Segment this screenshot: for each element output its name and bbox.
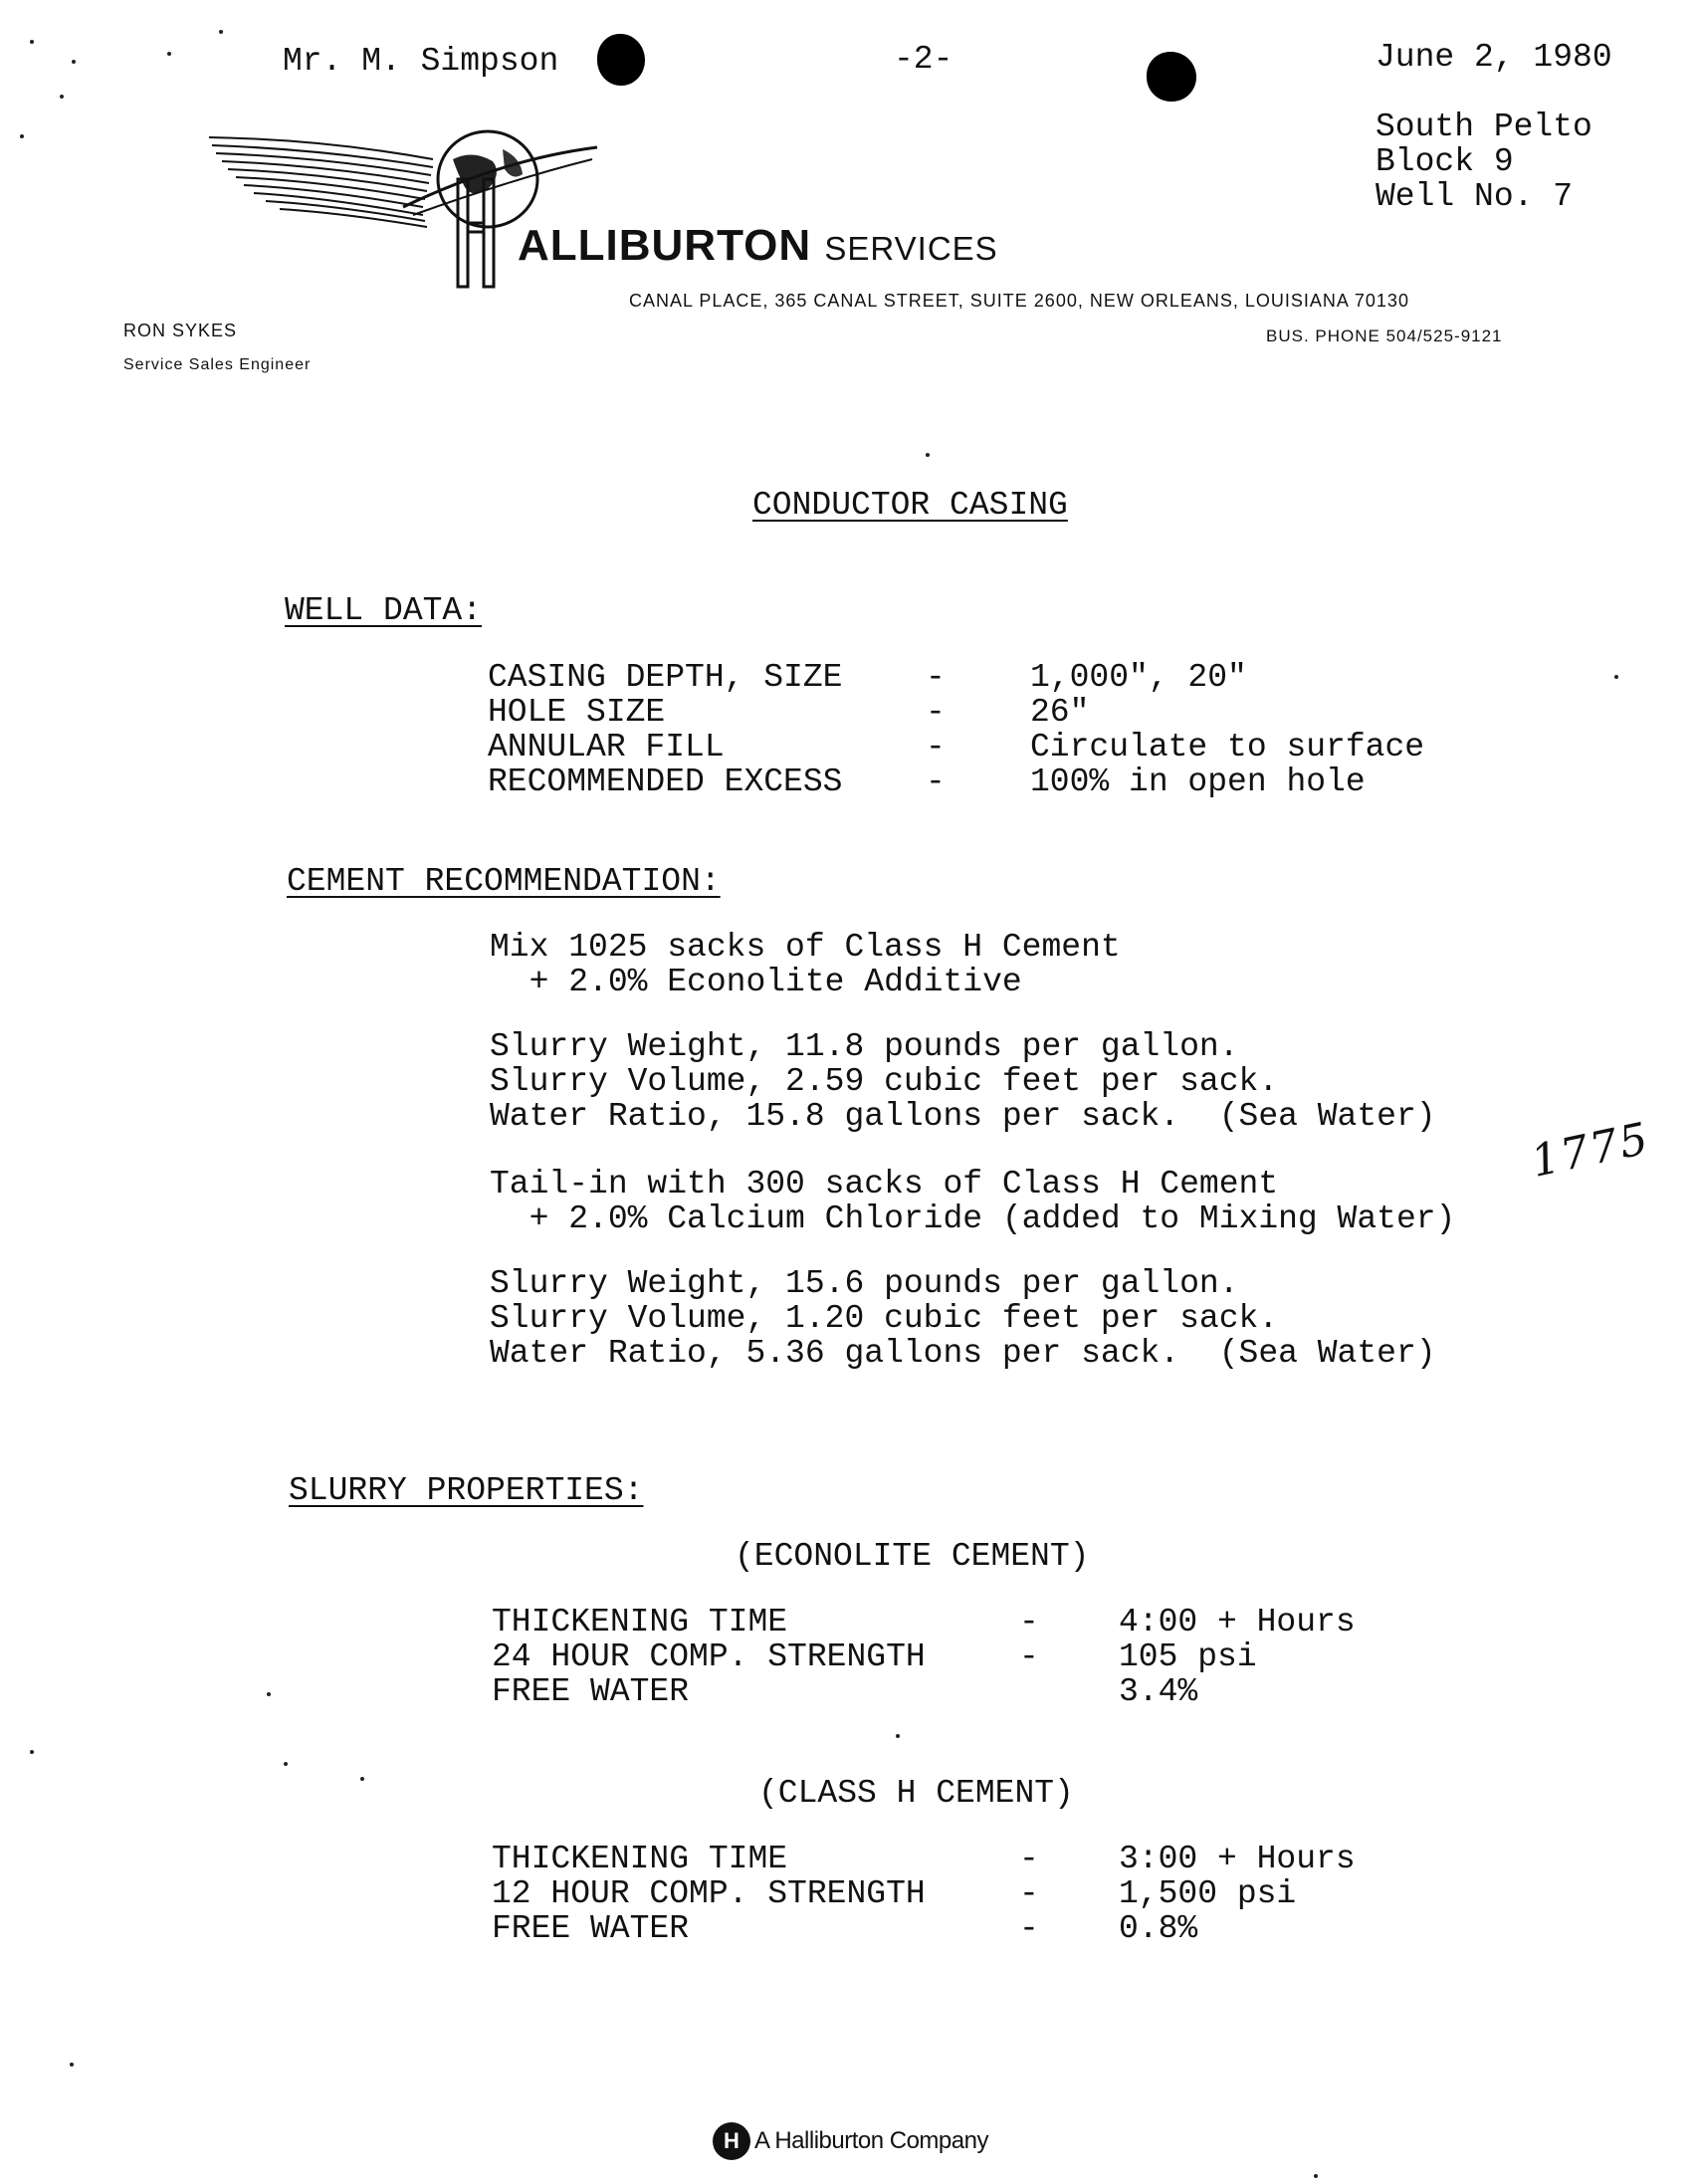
row-dash: - [1019,1841,1039,1877]
econolite-subheading: (ECONOLITE CEMENT) [735,1538,1090,1575]
row-label: THICKENING TIME [492,1841,788,1877]
text-line: Slurry Volume, 2.59 cubic feet per sack. [490,1063,1279,1100]
row-dash: - [926,729,946,765]
handwritten-note: 1775 [1527,1113,1654,1188]
row-label: 12 HOUR COMP. STRENGTH [492,1875,926,1912]
location-line: South Pelto [1376,109,1592,145]
scan-speck [219,30,223,34]
table-row [488,730,1424,764]
well-location [1376,109,1592,214]
footer-logo-initials: H [724,2128,740,2153]
row-label: RECOMMENDED EXCESS [488,764,843,800]
footer [713,2122,988,2160]
sender-title: Service Sales Engineer [123,356,312,373]
halliburton-mark-icon [713,2122,750,2160]
table-row [492,1911,1356,1946]
scan-speck [1314,2174,1318,2178]
scan-speck [60,95,64,99]
row-dash: - [1019,1604,1039,1640]
row-value: 4:00 + Hours [1119,1604,1356,1640]
sender-name: RON SYKES [123,321,238,340]
row-value: 1,500 psi [1119,1875,1297,1912]
text-line: + 2.0% Calcium Chloride (added to Mixing Water) [490,1201,1456,1237]
row-label: 24 HOUR COMP. STRENGTH [492,1638,926,1675]
letter-date: June 2, 1980 [1376,39,1612,76]
row-dash: - [926,694,946,731]
table-row [492,1876,1356,1911]
row-dash: - [1019,1875,1039,1912]
row-label: THICKENING TIME [492,1604,788,1640]
text-line: Slurry Weight, 11.8 pounds per gallon. [490,1028,1239,1065]
company-phone: BUS. PHONE 504/525-9121 [1266,327,1503,345]
scan-speck [926,453,930,457]
scan-speck [70,2063,74,2067]
row-dash: - [926,659,946,696]
row-dash: - [926,764,946,800]
footer-text: A Halliburton Company [754,2127,988,2154]
well-data-heading: WELL DATA: [285,592,483,629]
recipient-name: Mr. M. Simpson [283,43,559,80]
company-name: ALLIBURTON [518,221,812,270]
scan-speck [284,1762,288,1766]
row-label: FREE WATER [492,1673,690,1710]
slurry-heading: SLURRY PROPERTIES: [289,1472,644,1509]
row-label: HOLE SIZE [488,694,666,731]
text-line: Mix 1025 sacks of Class H Cement [490,929,1121,966]
scan-speck [267,1692,271,1696]
table-row [492,1605,1356,1639]
text-line: Water Ratio, 5.36 gallons per sack. (Sea Water) [490,1335,1436,1372]
company-services: SERVICES [824,230,998,267]
company-wordmark [518,221,998,271]
row-dash [1019,1674,1119,1709]
row-dash: - [1019,1638,1039,1675]
tail-mix-block [490,1167,1455,1236]
row-label: FREE WATER [492,1910,690,1947]
cement-heading: CEMENT RECOMMENDATION: [287,863,721,900]
lead-props-block [490,1029,1436,1134]
table-row [492,1842,1356,1876]
table-row [488,695,1424,730]
scan-speck [167,52,171,56]
well-data-table [488,660,1424,799]
text-line: + 2.0% Econolite Additive [490,964,1022,1000]
row-value: 100% in open hole [1030,764,1366,800]
scan-speck [30,1750,34,1754]
row-label: ANNULAR FILL [488,729,725,765]
tail-props-block [490,1266,1436,1371]
location-line: Block 9 [1376,143,1514,180]
scan-speck [30,40,34,44]
punch-hole-mark [597,34,645,86]
text-line: Tail-in with 300 sacks of Class H Cement [490,1166,1279,1202]
row-value: 3.4% [1119,1673,1198,1710]
row-value: 1,000", 20" [1030,659,1247,696]
class-h-table [492,1842,1356,1946]
lead-mix-block [490,930,1121,999]
table-row [492,1674,1356,1709]
row-value: 0.8% [1119,1910,1198,1947]
row-value: 105 psi [1119,1638,1257,1675]
page-number: -2- [894,41,953,78]
text-line: Water Ratio, 15.8 gallons per sack. (Sea Water) [490,1098,1436,1135]
scan-speck [72,60,76,64]
company-address: CANAL PLACE, 365 CANAL STREET, SUITE 2600, NEW ORLEANS, LOUISIANA 70130 [629,291,1409,311]
scan-speck [896,1734,900,1738]
table-row [488,764,1424,799]
row-value: 26" [1030,694,1090,731]
text-line: Slurry Weight, 15.6 pounds per gallon. [490,1265,1239,1302]
row-value: Circulate to surface [1030,729,1425,765]
page-title: CONDUCTOR CASING [752,487,1068,524]
class-h-subheading: (CLASS H CEMENT) [758,1775,1074,1812]
scan-speck [1614,675,1618,679]
text-line: Slurry Volume, 1.20 cubic feet per sack. [490,1300,1279,1337]
location-line: Well No. 7 [1376,178,1574,215]
econolite-table [492,1605,1356,1709]
scan-speck [20,134,24,138]
punch-hole-mark [1147,52,1196,102]
table-row [488,660,1424,695]
row-label: CASING DEPTH, SIZE [488,659,843,696]
scan-speck [360,1777,364,1781]
table-row [492,1639,1356,1674]
row-dash: - [1019,1910,1039,1947]
row-value: 3:00 + Hours [1119,1841,1356,1877]
